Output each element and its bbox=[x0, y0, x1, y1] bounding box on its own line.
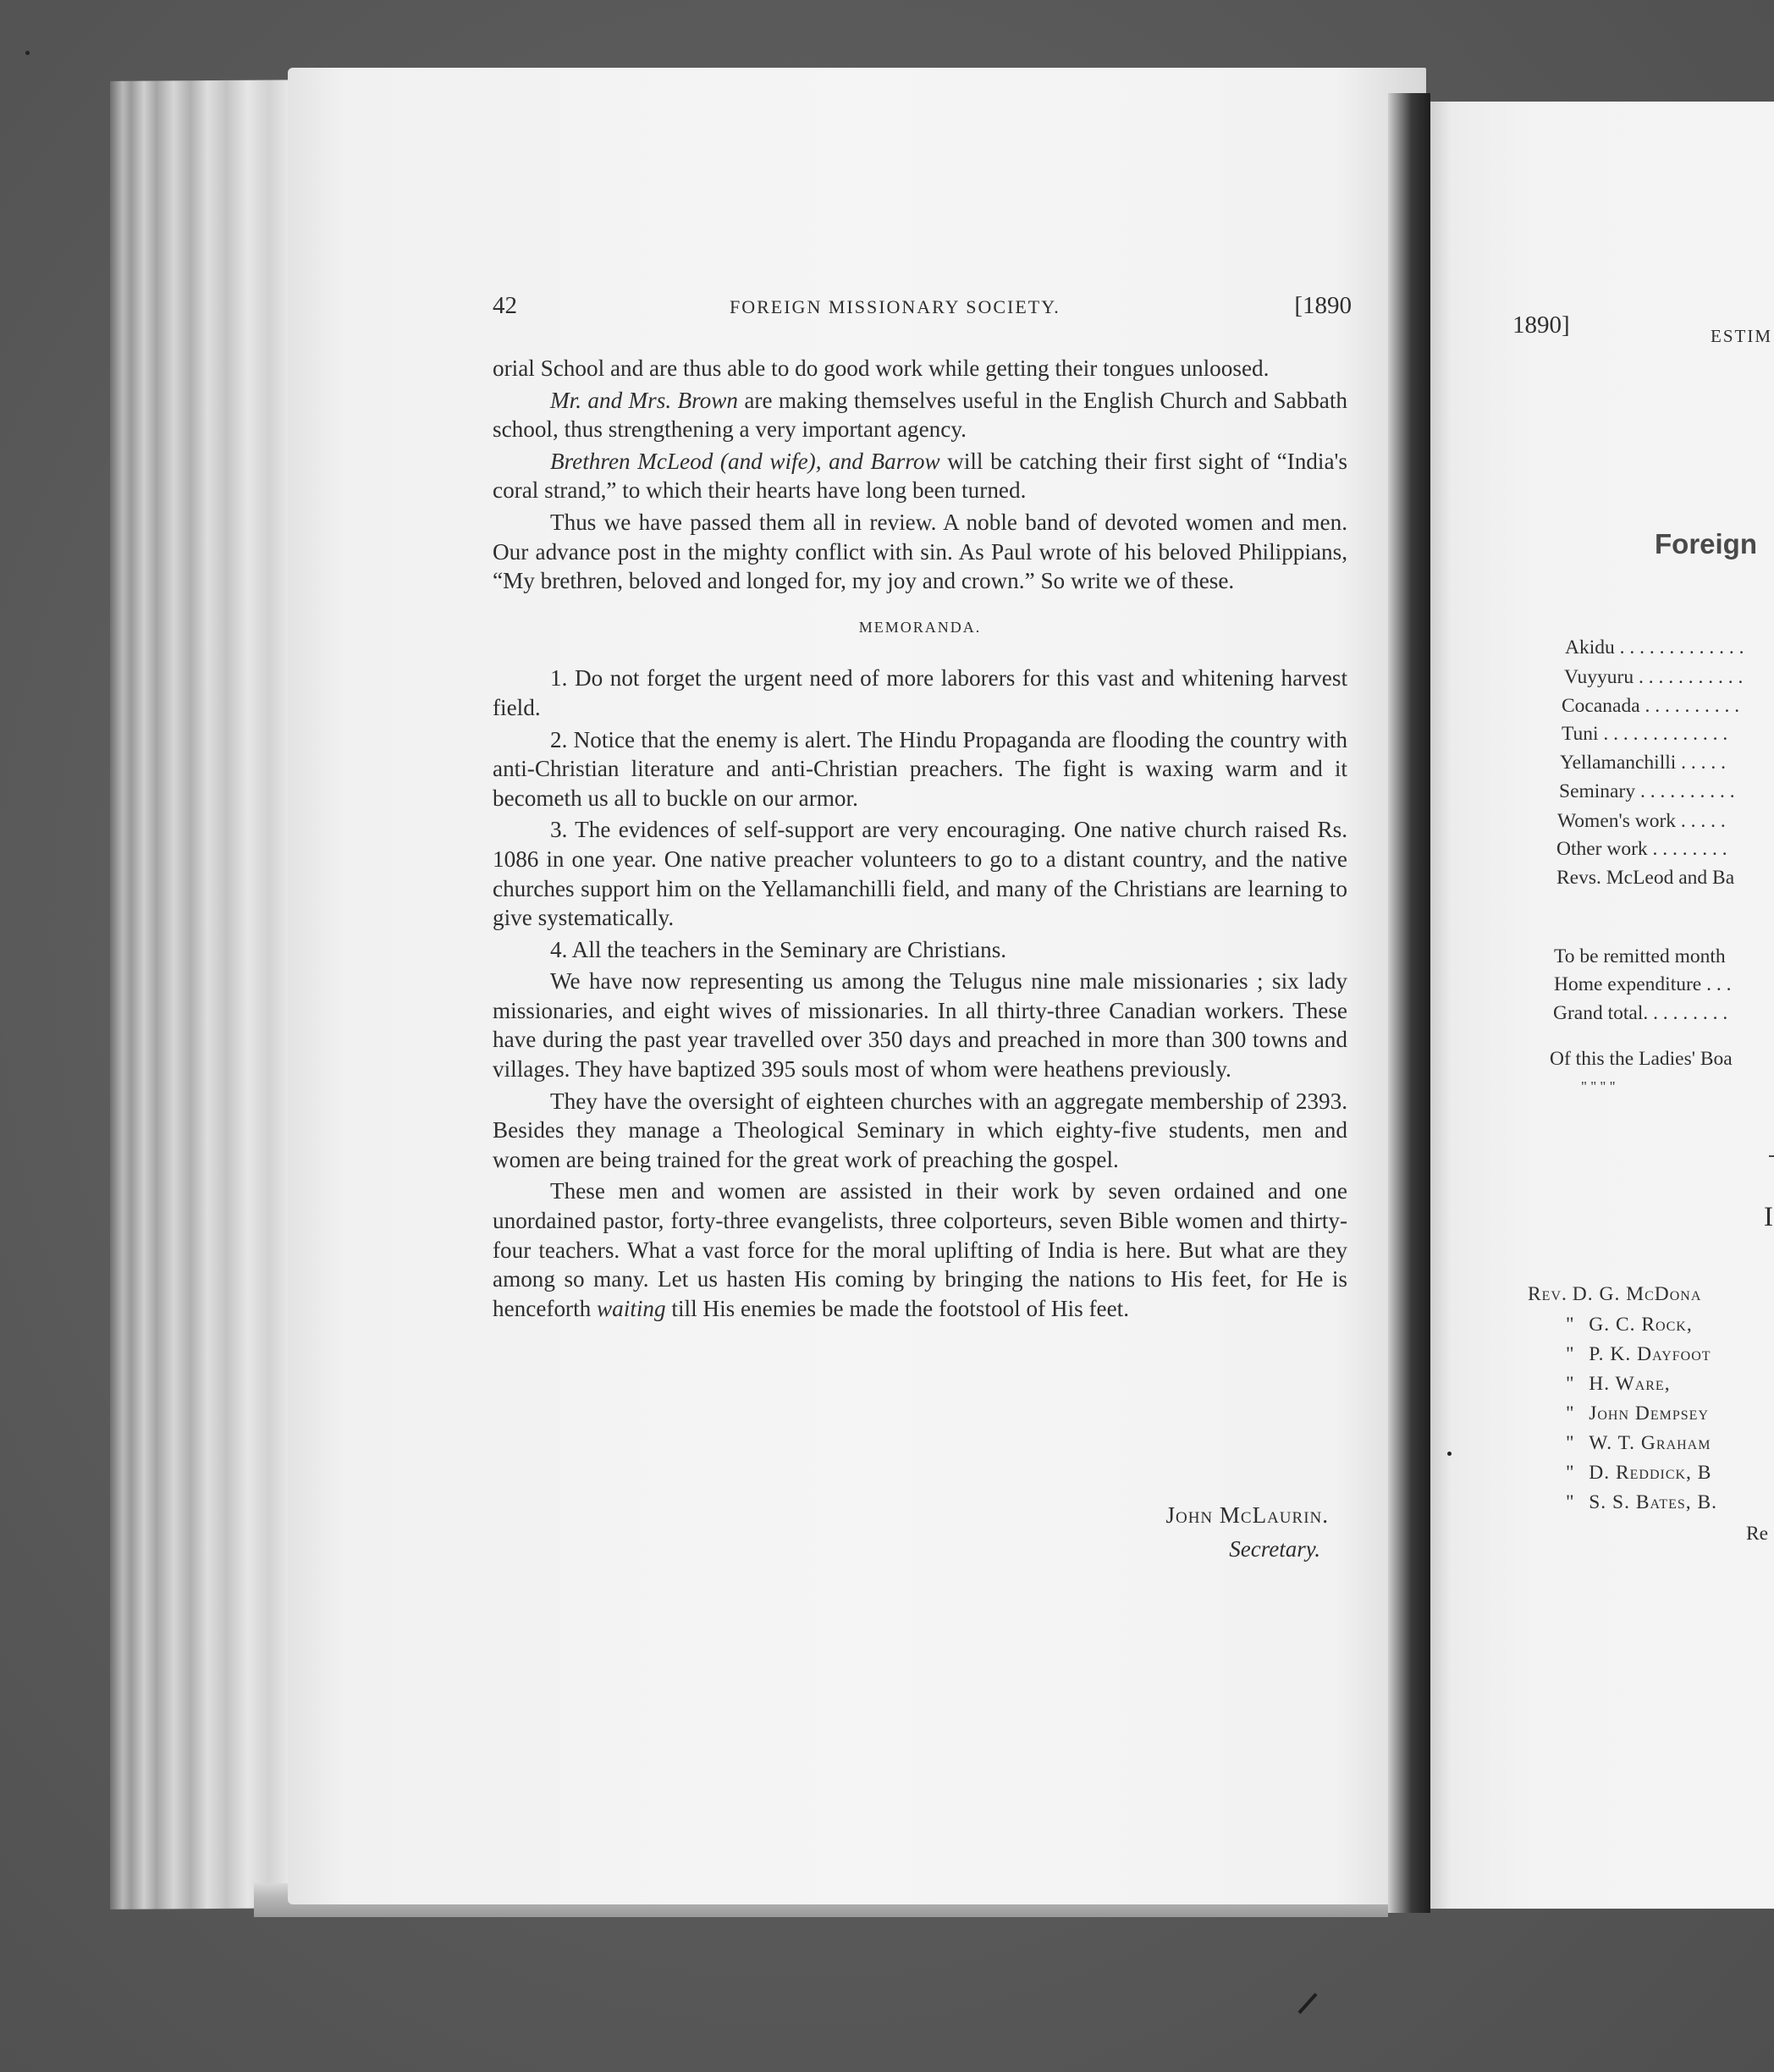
officer-line: " W. T. Graham bbox=[1566, 1432, 1711, 1454]
station-line: Revs. McLeod and Ba bbox=[1556, 867, 1735, 889]
running-year: [1890 bbox=[1294, 292, 1352, 319]
page-number: 42 bbox=[493, 292, 517, 319]
total-line: Grand total. . . . . . . . . bbox=[1553, 1002, 1728, 1024]
station-line: Cocanada . . . . . . . . . . bbox=[1562, 695, 1740, 717]
paragraph-3: Brethren McLeod (and wife), and Barrow will be catching their first sight of “India's coral strand,” to which their hearts have long been turned. bbox=[493, 448, 1348, 504]
paragraph-1: orial School and are thus able to do good work while getting their tongues unloosed. bbox=[493, 355, 1270, 381]
station-line: Other work . . . . . . . . bbox=[1556, 838, 1727, 860]
station-line: Akidu . . . . . . . . . . . . . bbox=[1565, 636, 1744, 659]
memo-item-2: 2. Notice that the enemy is alert. The Hindu Propaganda are flooding the country with anti-Christian literature and anti-Christian preachers. The fight is waxing warm and it becometh us all to buckle on our armor. bbox=[493, 726, 1347, 811]
signature-name: John McLaurin. bbox=[1165, 1502, 1329, 1528]
paragraph-2: Mr. and Mrs. Brown are making themselves useful in the English Church and Sabbath school, thus strengthening a very important agency. bbox=[493, 387, 1347, 443]
memo-item-4: 4. All the teachers in the Seminary are Christians. bbox=[550, 936, 1007, 962]
closing-emphasis: waiting bbox=[597, 1295, 666, 1321]
running-title: FOREIGN MISSIONARY SOCIETY. bbox=[730, 296, 1061, 317]
ditto-line: " " " " bbox=[1581, 1078, 1616, 1094]
trailing-fragment: Re bbox=[1746, 1523, 1769, 1545]
right-page-content bbox=[1430, 102, 1774, 1909]
paragraph-2-lead: Mr. and Mrs. Brown bbox=[550, 387, 738, 413]
closing-paragraph: These men and women are assisted in their work by seven ordained and one unordained pastor, forty-three evangelists, three colporteurs, seven Bible women and thirty-four teachers. What a vast force for the moral uplifting of India is here. But what are they among so many. Let us hasten His coming by bringing the nations to His feet, for He is henceforth waiting till His enemies be made the footstool of His feet. bbox=[493, 1178, 1347, 1321]
signature-role: Secretary. bbox=[1229, 1536, 1320, 1562]
officer-line: " G. C. Rock, bbox=[1566, 1314, 1693, 1336]
ladies-board-line: Of this the Ladies' Boa bbox=[1550, 1048, 1733, 1070]
paragraph-3-lead: Brethren McLeod (and wife), and Barrow bbox=[550, 448, 940, 474]
officer-line: " P. K. Dayfoot bbox=[1566, 1343, 1711, 1365]
right-running-year: 1890] bbox=[1512, 311, 1570, 339]
memoranda-heading: MEMORANDA. bbox=[858, 618, 982, 636]
book-gutter bbox=[1388, 93, 1430, 1913]
memo-item-1: 1. Do not forget the urgent need of more laborers for this vast and whitening harvest field. bbox=[493, 665, 1347, 720]
station-line: Vuyyuru . . . . . . . . . . . bbox=[1564, 666, 1744, 688]
running-head bbox=[493, 292, 1352, 326]
left-page-body bbox=[493, 354, 1347, 1325]
station-line: Women's work . . . . . bbox=[1557, 810, 1726, 832]
officer-line: Rev. D. G. McDona bbox=[1528, 1283, 1702, 1305]
station-line: Yellamanchilli . . . . . bbox=[1560, 752, 1727, 774]
total-line: To be remitted month bbox=[1554, 945, 1726, 967]
dust-speck bbox=[1447, 1452, 1452, 1456]
signature-block bbox=[1058, 1498, 1329, 1566]
dust-speck bbox=[25, 51, 30, 55]
officer-line: " John Dempsey bbox=[1566, 1402, 1709, 1424]
station-line: Tuni . . . . . . . . . . . . . bbox=[1562, 723, 1728, 745]
rule-dash bbox=[1769, 1155, 1774, 1157]
workers-paragraph: We have now representing us among the Telugus nine male missionaries ; six lady missionaries, and eight wives of missionaries. In all thirty-three Canadian workers. These have during the past year travelled over 350 days and preached in more than 300 towns and villages. They have baptized 395 souls most of whom were heathens previously. bbox=[493, 968, 1347, 1083]
paragraph-4: Thus we have passed them all in review. A noble band of devoted women and men. Our advance post in the mighty conflict with sin. As Paul wrote of his beloved Philippians, “My brethren, beloved and longed for, my joy and crown.” So write we of these. bbox=[493, 509, 1347, 594]
memo-item-3: 3. The evidences of self-support are very encouraging. One native church raised Rs. 1086 in one year. One native preacher volunteers to go to a distant country, and the native churches support him on the Yellamanchilli field, and many of the Christians are learning to give systematically. bbox=[493, 817, 1347, 931]
officer-line: " H. Ware, bbox=[1566, 1373, 1671, 1395]
officer-line: " D. Reddick, B bbox=[1566, 1462, 1712, 1484]
officer-line: " S. S. Bates, B. bbox=[1566, 1491, 1718, 1513]
churches-paragraph: They have the oversight of eighteen churches with an aggregate membership of 2393. Besides they manage a Theological Seminary in which eighty-five students, men and women are being trained for the great work of preaching the gospel. bbox=[493, 1088, 1347, 1172]
station-line: Seminary . . . . . . . . . . bbox=[1559, 780, 1735, 802]
list-heading-fragment: I bbox=[1764, 1202, 1773, 1232]
total-line: Home expenditure . . . bbox=[1554, 973, 1732, 995]
right-running-title: ESTIM bbox=[1711, 326, 1772, 346]
right-section-heading: Foreign bbox=[1655, 528, 1757, 559]
